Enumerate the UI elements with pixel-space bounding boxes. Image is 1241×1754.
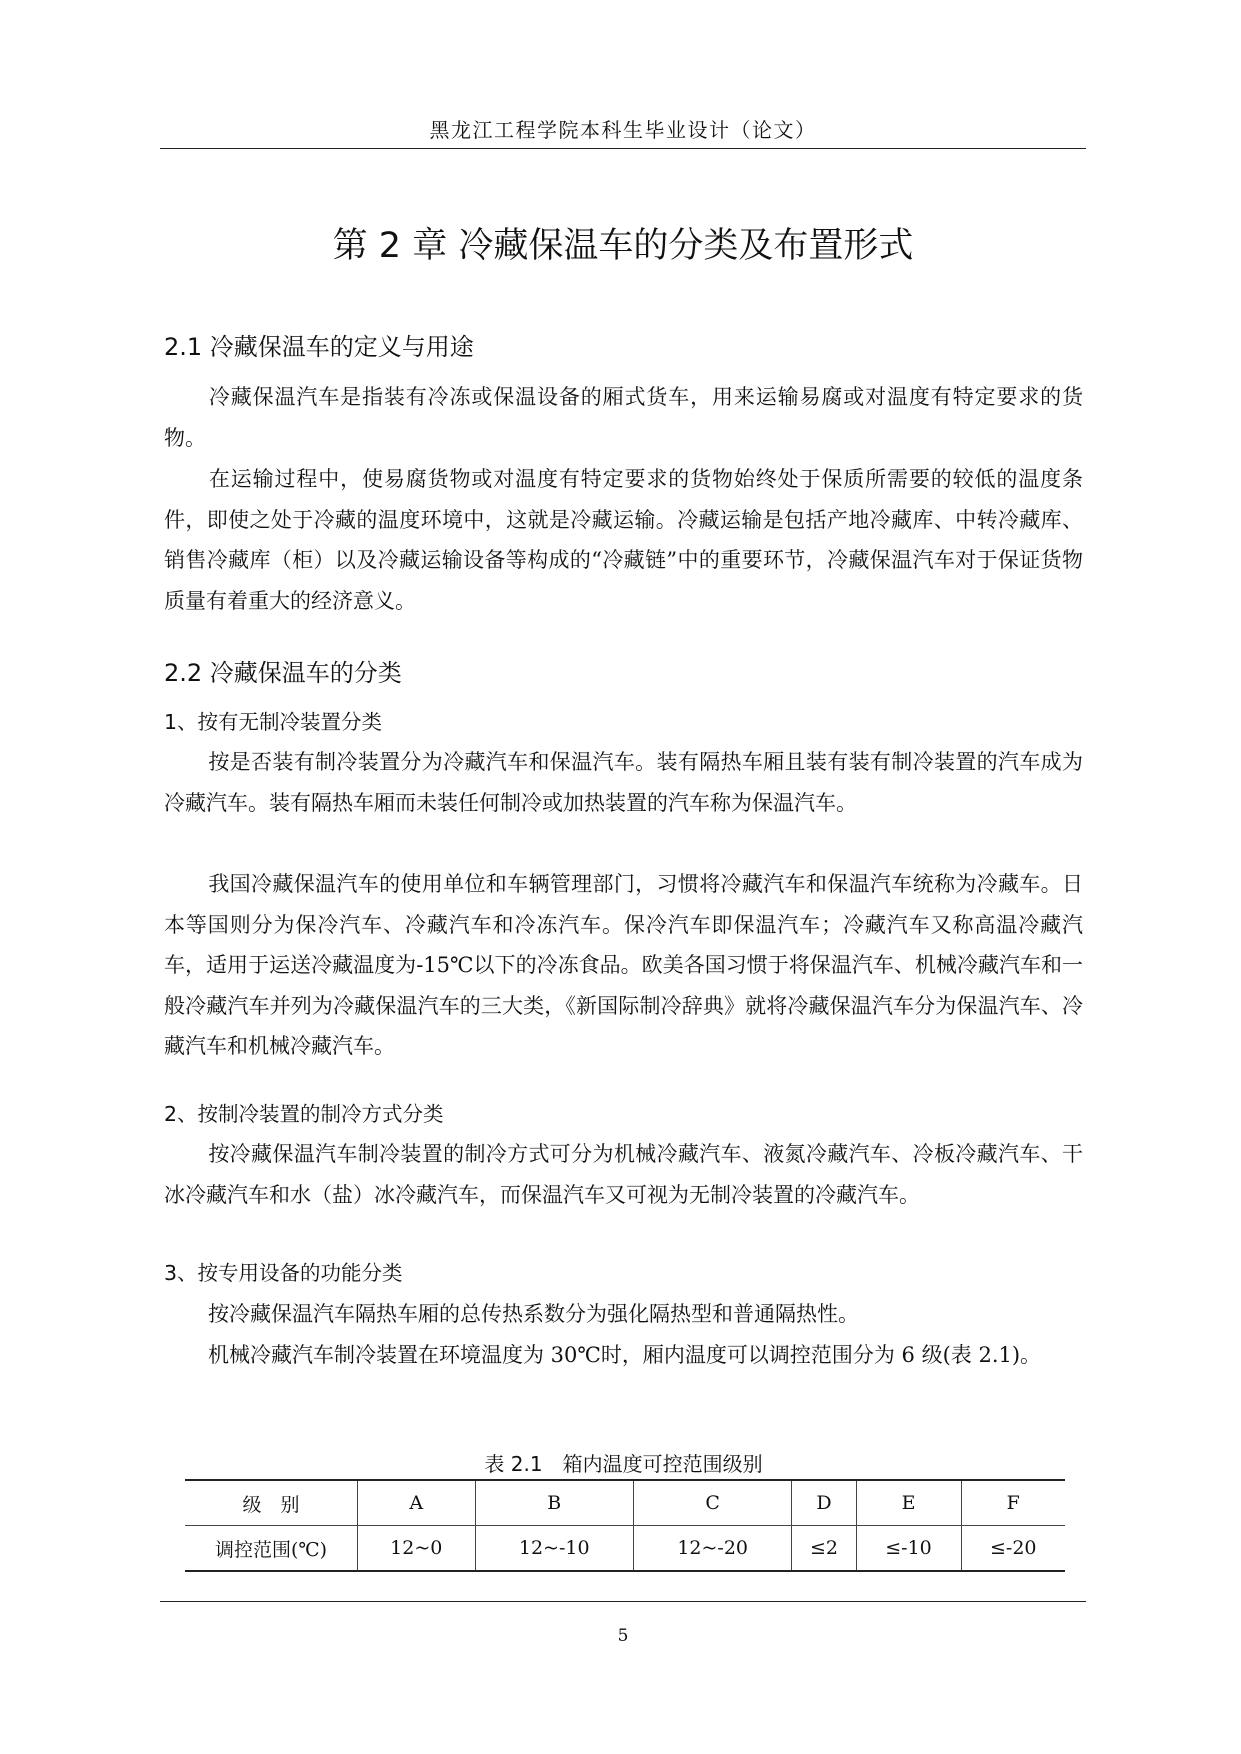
paragraph-naming-conventions-text: 我国冷藏保温汽车的使用单位和车辆管理部门，习惯将冷藏汽车和保温汽车统称为冷藏车。日本等国则分为保冷汽车、冷藏汽车和冷冻汽车。保冷汽车即保温汽车；冷藏汽车又称高温冷藏汽车，适用于运送冷藏温度为-15℃以下的冷冻食品。欧美各国习惯于将保温汽车、机械冷藏汽车和一般冷藏汽车并列为冷藏保温汽车的三大类，《新国际制冷辞典》就将冷藏保温汽车分为保温汽车、冷藏汽车和机械冷藏汽车。 (164, 872, 1083, 1058)
range-cell: ≤-10 (856, 1526, 961, 1572)
paragraph-cooling-methods-text: 按冷藏保温汽车制冷装置的制冷方式可分为机械冷藏汽车、液氮冷藏汽车、冷板冷藏汽车、干冰冷藏汽车和水（盐）冰冷藏汽车，而保温汽车又可视为无制冷装置的冷藏汽车。 (164, 1142, 1083, 1207)
level-cell: C (633, 1480, 791, 1526)
paragraph-definition-text: 冷藏保温汽车是指装有冷冻或保温设备的厢式货车，用来运输易腐或对温度有特定要求的货物。 (164, 385, 1083, 450)
range-cell: 12~-20 (633, 1526, 791, 1572)
level-cell: A (358, 1480, 476, 1526)
table-row-label: 调控范围(℃) (185, 1526, 358, 1572)
range-cell: 12~-10 (475, 1526, 633, 1572)
range-cell: ≤-20 (961, 1526, 1065, 1572)
section-2-2-heading: 2.2 冷藏保温车的分类 (164, 659, 402, 687)
paragraph-cold-chain-text: 在运输过程中，使易腐货物或对温度有特定要求的货物始终处于保质所需要的较低的温度条件，即使之处于冷藏的温度环境中，这就是冷藏运输。冷藏运输是包括产地冷藏库、中转冷藏库、销售冷藏库（柜）以及冷藏运输设备等构成的“冷藏链”中的重要环节，冷藏保温汽车对于保证货物质量有着重大的经济意义。 (164, 467, 1083, 613)
table-header-row (185, 1480, 1065, 1526)
subsection-2-heading: 2、按制冷装置的制冷方式分类 (164, 1102, 444, 1126)
section-2-1-heading: 2.1 冷藏保温车的定义与用途 (164, 333, 474, 361)
subsection-1-heading: 1、按有无制冷装置分类 (164, 710, 383, 734)
level-cell: F (961, 1480, 1065, 1526)
footer-rule (160, 1601, 1086, 1602)
paragraph-insulation-types-text: 按冷藏保温汽车隔热车厢的总传热系数分为强化隔热型和普通隔热性。 (208, 1302, 859, 1326)
paragraph-temperature-levels (164, 1335, 1083, 1376)
paragraph-refrigeration-device (164, 742, 1083, 823)
paragraph-naming-conventions (164, 864, 1083, 1067)
table-header-label: 级 别 (185, 1480, 358, 1526)
header-rule (160, 148, 1086, 149)
paragraph-refrigeration-device-text: 按是否装有制冷装置分为冷藏汽车和保温汽车。装有隔热车厢且装有装有制冷装置的汽车成为冷藏汽车。装有隔热车厢而未装任何制冷或加热装置的汽车称为保温汽车。 (164, 750, 1083, 815)
table-row (185, 1526, 1065, 1572)
range-cell: 12~0 (358, 1526, 476, 1572)
paragraph-definition (164, 377, 1083, 458)
running-header: 黑龙江工程学院本科生毕业设计（论文） (429, 118, 817, 142)
subsection-3-heading: 3、按专用设备的功能分类 (164, 1261, 403, 1285)
paragraph-cold-chain (164, 459, 1083, 621)
level-cell: B (475, 1480, 633, 1526)
temperature-level-table (185, 1479, 1065, 1572)
level-cell: D (792, 1480, 856, 1526)
page-number: 5 (617, 1626, 629, 1646)
paragraph-temperature-levels-text: 机械冷藏汽车制冷装置在环境温度为 30℃时，厢内温度可以调控范围分为 6 级(表 2.1)。 (208, 1343, 1042, 1367)
range-cell: ≤2 (792, 1526, 856, 1572)
chapter-title: 第 2 章 冷藏保温车的分类及布置形式 (332, 226, 914, 266)
paragraph-insulation-types (164, 1294, 1083, 1335)
level-cell: E (856, 1480, 961, 1526)
table-caption: 表 2.1 箱内温度可控范围级别 (484, 1452, 763, 1476)
paragraph-cooling-methods (164, 1134, 1083, 1215)
